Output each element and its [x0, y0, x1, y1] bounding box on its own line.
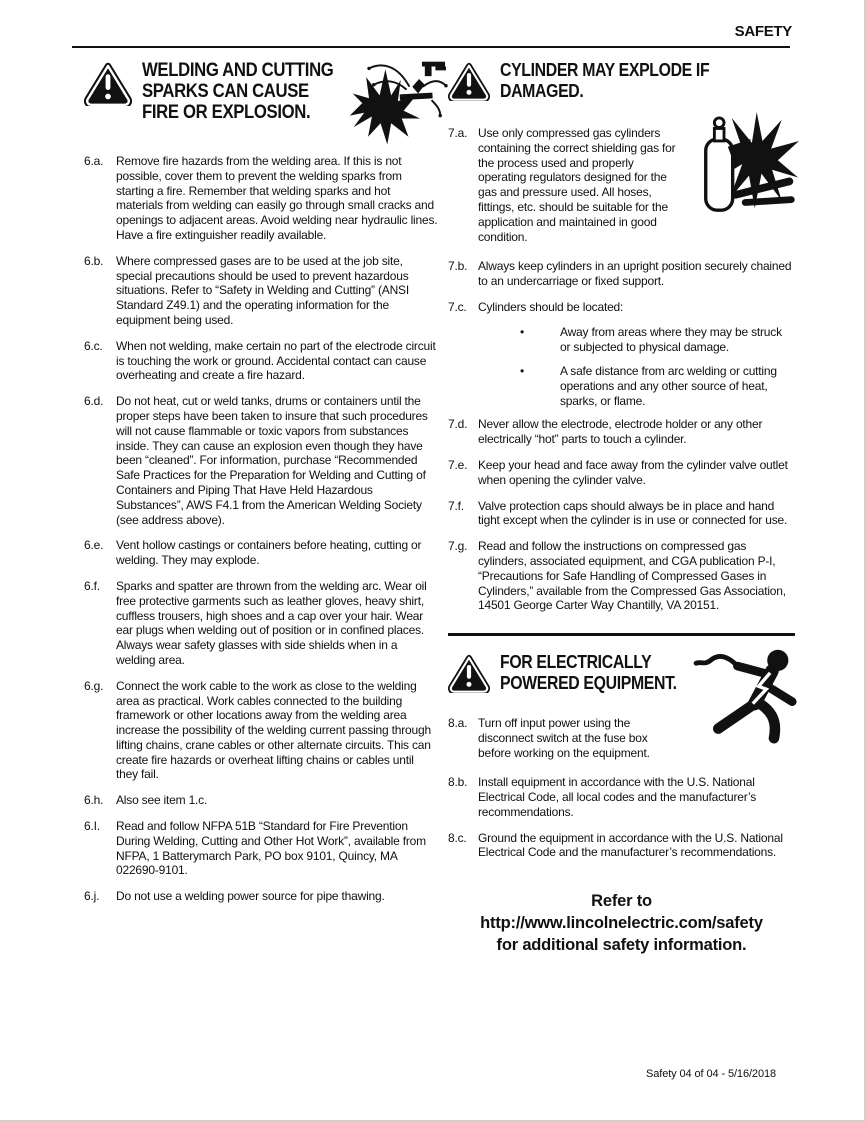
list-item — [448, 417, 795, 447]
item-text: Also see item 1.c. — [116, 793, 208, 808]
electrical-warning-title — [500, 652, 795, 693]
item-number: 6.g. — [84, 678, 104, 693]
bullet-item — [448, 325, 795, 355]
item-text: Read and follow the instructions on compressed gas cylinders, associated equipment, and CGA publication P-I, “Precautions for Safe Handling of Compressed Gases in Cylinders,” available from the Compressed Gas Association, 14501 George Carter Way Chantilly, VA 20151. — [478, 539, 786, 613]
list-item — [84, 538, 438, 568]
list-item — [84, 679, 438, 783]
item-text: Read and follow NFPA 51B “Standard for Fire Prevention During Welding, Cutting and Other Hot Work”, available from NFPA, 1 Batterymarch Park, PO box 9101, Quincy, MA 022690-9101. — [116, 819, 426, 878]
item-text: Vent hollow castings or containers before heating, cutting or welding. They may explode. — [116, 538, 422, 568]
title-line: SPARKS CAN CAUSE — [142, 81, 309, 102]
item-text: Keep your head and face away from the cylinder valve outlet when opening the cylinder valve. — [478, 457, 788, 487]
item-text: Sparks and spatter are thrown from the welding arc. Wear oil free protective garments such as leather gloves, heavy shirt, cuffless trousers, high shoes and a cap over your hair. Wear ear plugs when welding out of position or in confined places. Always wear safety glasses with side shields when in a welding area. — [116, 578, 427, 667]
right-column — [448, 60, 795, 956]
header-rule — [72, 46, 790, 48]
title-line: POWERED EQUIPMENT. — [500, 672, 677, 693]
item-text: Where compressed gases are to be used at the job site, special precautions should be used to prevent hazardous situations. Refer to “Safety in Welding and Cutting” (ANSI Standard Z49.1) and the operating information for the equipment being used. — [116, 253, 409, 327]
list-item — [84, 254, 438, 328]
left-column — [84, 60, 438, 915]
item-number: 7.d. — [448, 417, 468, 432]
list-item — [448, 539, 795, 613]
item-text: Use only compressed gas cylinders containing the correct shielding gas for the process used and properly operating regulators designed for the gas and pressure used. All hoses, fittings, etc. should be suitable for the application and maintained in good condition. — [478, 126, 676, 244]
list-item — [84, 819, 438, 878]
page-title: SAFETY — [734, 23, 792, 40]
item-text: Cylinders should be located: — [478, 299, 624, 314]
list-item — [84, 154, 438, 243]
item-number: 8.c. — [448, 830, 467, 845]
item-number: 6.d. — [84, 394, 104, 409]
item-number: 7.a. — [448, 126, 468, 140]
item-number: 7.b. — [448, 259, 468, 273]
item-number: 7.c. — [448, 299, 467, 314]
item-text: Connect the work cable to the work as close to the welding area as practical. Work cables connected to the building framework or other locations away from the welding area increase the possibility of the welding current passing through lifting chains, crane cables or other alternate circuits. This can create fire hazards or overheat lifting chains or cables until they fail. — [116, 678, 431, 782]
item-number: 6.I. — [84, 819, 100, 834]
electrical-warning-header — [448, 652, 795, 702]
item-text: Always keep cylinders in an upright position securely chained to an undercarriage or fixed support. — [478, 259, 792, 288]
list-item — [84, 394, 438, 527]
list-item — [448, 499, 795, 529]
item-number: 6.e. — [84, 538, 104, 553]
cylinder-warning-title — [500, 60, 795, 101]
item-text: Do not heat, cut or weld tanks, drums or containers until the proper steps have been taken to insure that such procedures will not cause flammable or toxic vapors from substances inside. They can cause an explosion even though they have been “cleaned”. For information, purchase “Recommended Safe Practices for the Preparation for Welding and Cutting of Containers and Piping That Have Held Hazardous Substances”, AWS F4.1 from the American Welding Society (see address above). — [116, 394, 428, 527]
item-number: 6.b. — [84, 253, 104, 268]
fire-warning-title — [142, 60, 438, 123]
item-number: 7.f. — [448, 498, 464, 513]
item-number: 7.e. — [448, 457, 468, 472]
fire-warning-header — [84, 60, 438, 132]
item-number: 7.g. — [448, 539, 468, 554]
bullet-marker: • — [520, 325, 525, 340]
item-text: Never allow the electrode, electrode holder or any other electrically “hot” parts to touch a cylinder. — [478, 417, 763, 447]
warning-triangle-icon — [84, 62, 132, 110]
item-number: 8.b. — [448, 775, 468, 790]
item-text: Remove fire hazards from the welding area. If this is not possible, cover them to prevent the welding sparks from starting a fire. Remember that welding sparks and hot materials from welding can easily go through small cracks and openings to adjacent areas. Avoid welding near hydraulic lines. Have a fire extinguisher readily available. — [116, 154, 438, 242]
list-item — [448, 775, 795, 819]
title-line: WELDING AND CUTTING — [142, 60, 334, 81]
list-item — [448, 300, 795, 315]
item-number: 6.a. — [84, 154, 104, 168]
refer-line: for additional safety information. — [496, 936, 747, 955]
list-item — [84, 579, 438, 668]
title-line: FOR ELECTRICALLY — [500, 652, 652, 673]
item-number: 6.h. — [84, 793, 104, 808]
warning-triangle-icon — [448, 62, 490, 105]
title-line: CYLINDER MAY EXPLODE IF — [500, 60, 710, 80]
list-item — [84, 793, 438, 808]
title-line: FIRE OR EXPLOSION. — [142, 102, 311, 123]
bullet-marker: • — [520, 363, 525, 378]
bullet-item — [448, 364, 795, 408]
title-line: DAMAGED. — [500, 80, 584, 101]
warning-triangle-icon — [448, 654, 490, 697]
section-divider — [448, 633, 795, 636]
cylinder-warning-header — [448, 60, 795, 106]
refer-url: http://www.lincolnelectric.com/safety — [480, 914, 763, 933]
list-item — [84, 339, 438, 383]
item-number: 6.c. — [84, 338, 103, 353]
safety-reference-note — [448, 890, 795, 956]
item-number: 6.f. — [84, 578, 100, 593]
item-number: 8.a. — [448, 716, 468, 731]
bullet-text: A safe distance from arc welding or cutting operations and any other source of heat, sparks, or flame. — [560, 363, 777, 408]
list-item — [84, 889, 438, 904]
list-item — [448, 458, 795, 488]
item-text: Turn off input power using the disconnect switch at the fuse box before working on the equipment. — [478, 716, 650, 760]
cylinder-explosion-icon — [699, 106, 799, 228]
electrical-section — [448, 652, 795, 860]
item-text: Valve protection caps should always be in place and hand tight except when the cylinder is in use or connected for use. — [478, 498, 788, 528]
item-text: Ground the equipment in accordance with the U.S. National Electrical Code and the manufacturer’s recommendations. — [478, 830, 783, 860]
page-footer: Safety 04 of 04 - 5/16/2018 — [645, 1068, 776, 1080]
item-text: Do not use a welding power source for pipe thawing. — [116, 889, 385, 904]
bullet-text: Away from areas where they may be struck or subjected to physical damage. — [560, 325, 782, 355]
list-item — [448, 831, 795, 861]
list-item — [448, 259, 795, 289]
item-text: When not welding, make certain no part of the electrode circuit is touching the work or ground. Accidental contact can cause overheating and create a fire hazard. — [116, 338, 436, 383]
refer-line: Refer to — [591, 892, 652, 911]
item-text: Install equipment in accordance with the U.S. National Electrical Code, all local codes and the manufacturer’s recommendations. — [478, 775, 757, 819]
item-number: 6.j. — [84, 889, 100, 904]
